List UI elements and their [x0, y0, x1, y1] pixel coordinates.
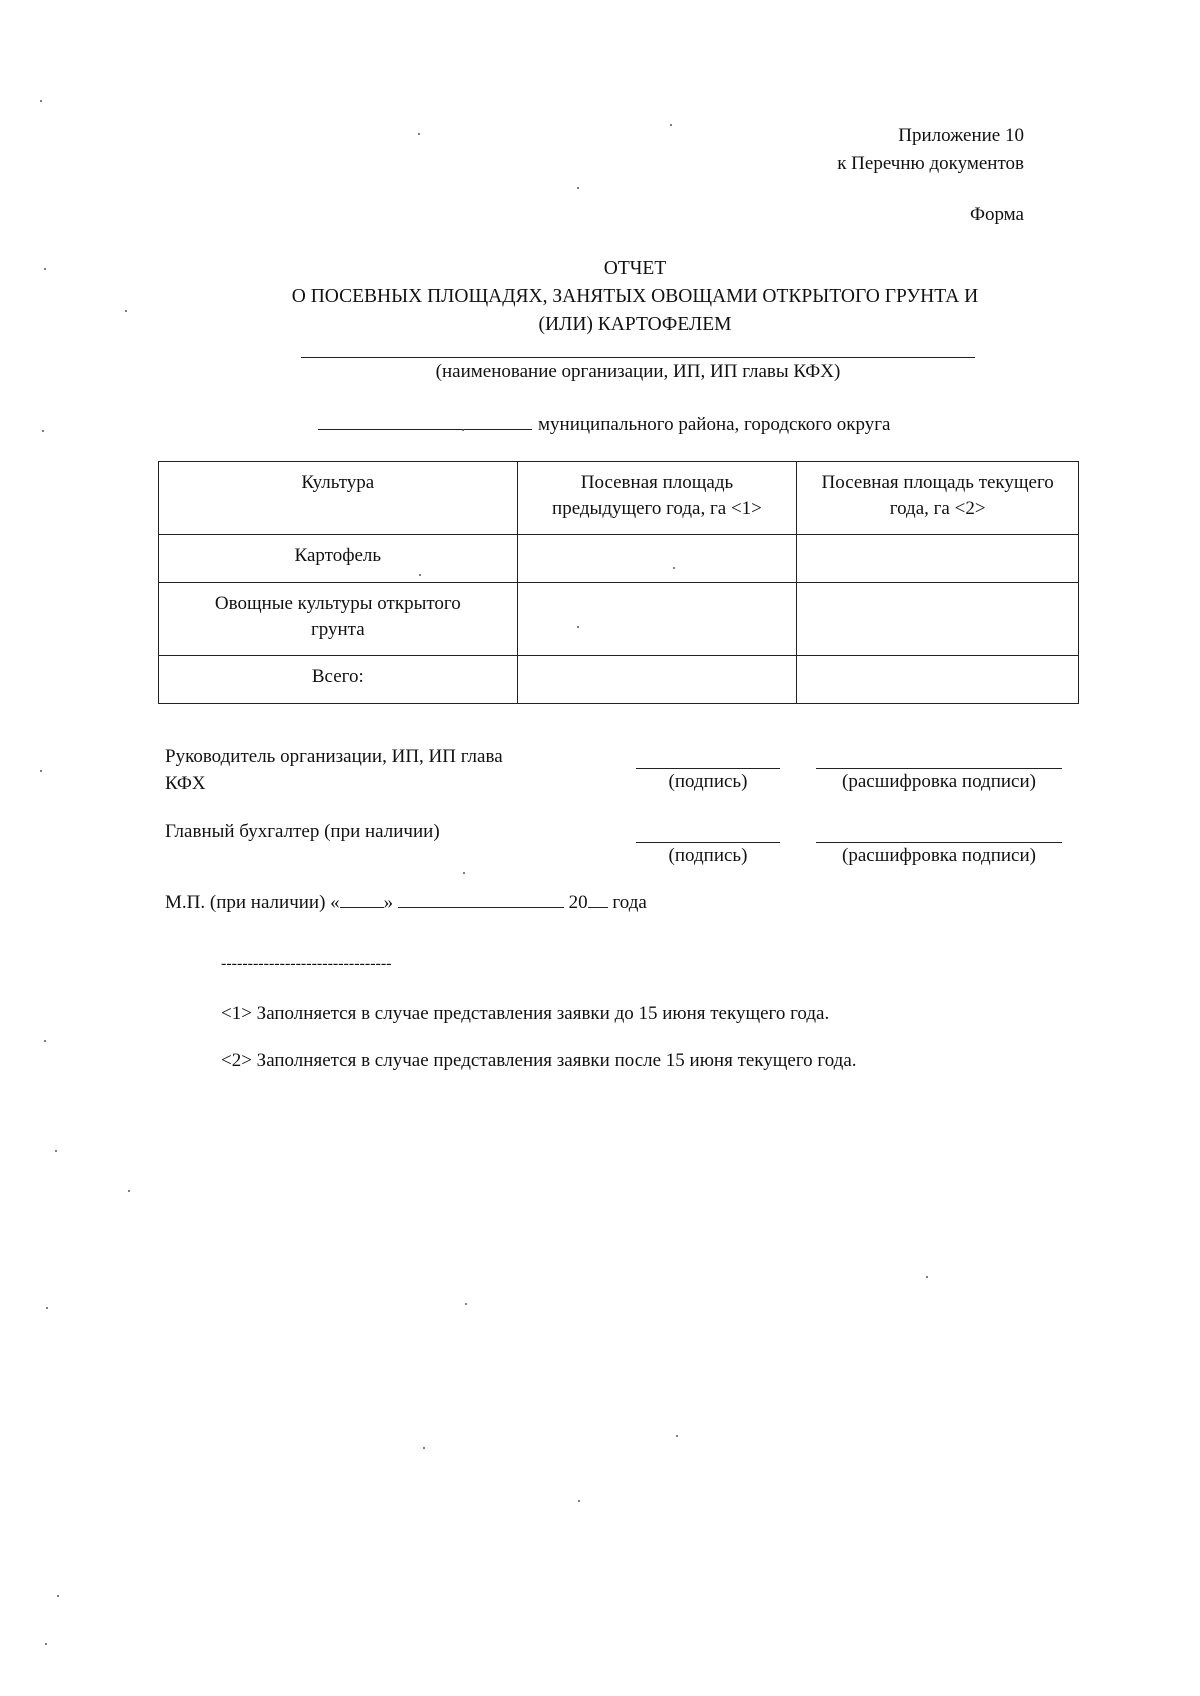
stamp-label: М.П. (при наличии) «: [165, 892, 340, 913]
culture-cell: Картофель: [159, 535, 518, 583]
previous-area-cell[interactable]: [517, 656, 797, 704]
accountant-decoding-caption: (расшифровка подписи): [842, 845, 1036, 866]
header-current-year-area: Посевная площадь текущего года, га <2>: [797, 462, 1079, 535]
previous-area-cell[interactable]: [517, 583, 797, 656]
scan-speck: [55, 1150, 57, 1152]
head-label-line1: Руководитель организации, ИП, ИП глава: [165, 746, 503, 767]
report-title-line3: (ИЛИ) КАРТОФЕЛЕМ: [538, 314, 732, 335]
scan-speck: [42, 430, 44, 432]
current-area-cell[interactable]: [797, 535, 1079, 583]
form-label: Форма: [969, 204, 1024, 225]
district-caption: муниципального района, городского округа: [538, 414, 891, 435]
scan-speck: [40, 770, 42, 772]
organization-name-field[interactable]: [301, 357, 975, 358]
footnote-2: <2> Заполняется в случае представления заявки после 15 июня текущего года.: [221, 1050, 857, 1071]
header-culture: Культура: [159, 462, 518, 535]
scan-speck: [676, 1435, 678, 1437]
table-row: [159, 656, 1079, 704]
current-area-cell[interactable]: [797, 656, 1079, 704]
organization-caption: (наименование организации, ИП, ИП главы КФХ): [435, 361, 841, 382]
scan-speck: [670, 124, 672, 126]
table-row: [159, 583, 1079, 656]
accountant-signature-caption: (подпись): [668, 845, 748, 866]
scan-speck: [418, 133, 420, 135]
year-suffix: года: [612, 892, 647, 913]
district-name-field[interactable]: [318, 411, 532, 430]
scan-speck: [462, 429, 464, 431]
year-prefix: 20: [568, 892, 588, 913]
scan-speck: [577, 626, 579, 628]
scan-speck: [673, 567, 675, 569]
scan-speck: [926, 1276, 928, 1278]
table-row: [159, 535, 1079, 583]
scan-speck: [465, 1303, 467, 1305]
head-decoding-field[interactable]: [816, 768, 1062, 769]
scan-speck: [125, 310, 127, 312]
head-label-line2: КФХ: [165, 773, 206, 794]
month-field[interactable]: [398, 889, 564, 908]
head-signature-caption: (подпись): [668, 771, 748, 792]
quote-close: »: [383, 892, 394, 913]
previous-area-cell[interactable]: [517, 535, 797, 583]
table-header-row: [159, 462, 1079, 535]
year-field[interactable]: [588, 889, 608, 908]
appendix-document-list: к Перечню документов: [837, 153, 1024, 174]
culture-cell: Овощные культуры открытого грунта: [159, 583, 518, 656]
district-row: [318, 411, 890, 436]
scan-speck: [44, 1040, 46, 1042]
scan-speck: [46, 1307, 48, 1309]
scan-speck: [577, 187, 579, 189]
head-signature-label: [165, 743, 503, 797]
scan-speck: [44, 268, 46, 270]
scan-speck: [463, 872, 465, 874]
appendix-number: Приложение 10: [898, 125, 1024, 146]
sowing-area-table: [158, 461, 1079, 704]
day-field[interactable]: [340, 889, 384, 908]
scan-speck: [40, 100, 42, 102]
head-signature-field[interactable]: [636, 768, 780, 769]
scan-speck: [45, 1643, 47, 1645]
scan-speck: [423, 1447, 425, 1449]
scan-speck: [128, 1190, 130, 1192]
scan-speck: [57, 1595, 59, 1597]
appendix-reference: [837, 122, 1024, 178]
accountant-signature-label: Главный бухгалтер (при наличии): [165, 821, 440, 842]
report-title-line1: ОТЧЕТ: [603, 258, 667, 279]
accountant-decoding-field[interactable]: [816, 842, 1062, 843]
stamp-date-line: [165, 889, 647, 914]
footnote-1: <1> Заполняется в случае представления заявки до 15 июня текущего года.: [221, 1003, 830, 1024]
accountant-signature-field[interactable]: [636, 842, 780, 843]
scan-speck: [578, 1500, 580, 1502]
header-previous-year-area: Посевная площадь предыдущего года, га <1>: [517, 462, 797, 535]
report-title: [230, 255, 1040, 339]
report-title-line2: О ПОСЕВНЫХ ПЛОЩАДЯХ, ЗАНЯТЫХ ОВОЩАМИ ОТКРЫТОГО ГРУНТА И: [291, 286, 979, 307]
culture-cell: Всего:: [159, 656, 518, 704]
head-decoding-caption: (расшифровка подписи): [842, 771, 1036, 792]
current-area-cell[interactable]: [797, 583, 1079, 656]
scan-speck: [419, 574, 421, 576]
footnote-separator: --------------------------------: [221, 955, 392, 972]
